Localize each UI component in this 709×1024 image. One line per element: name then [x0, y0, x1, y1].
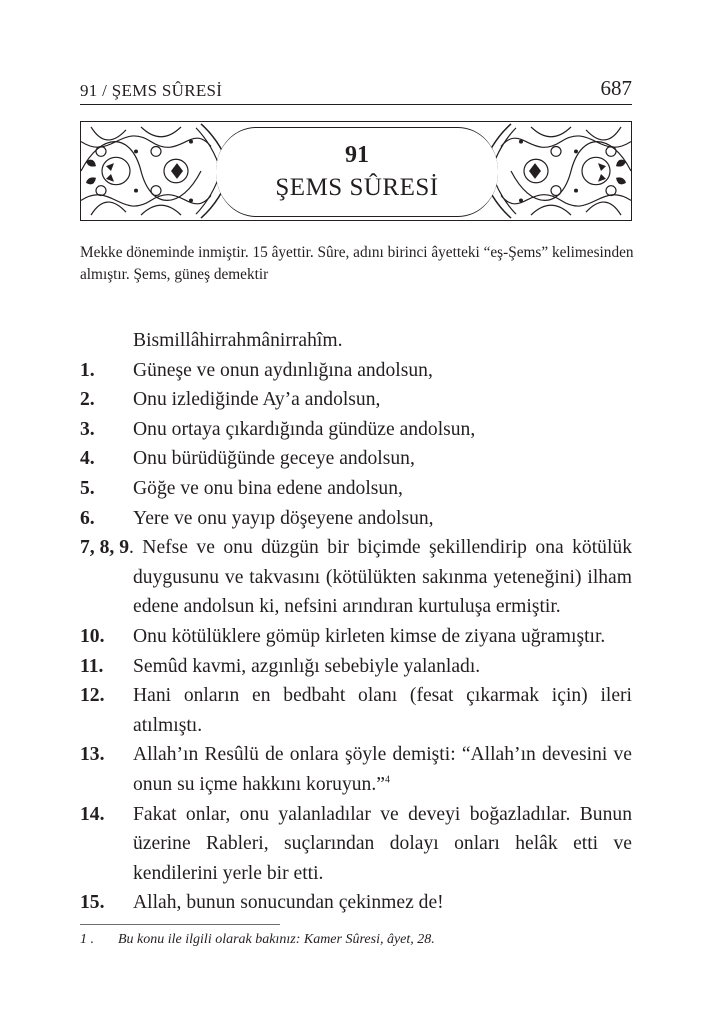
verse-number: 5. [80, 477, 95, 499]
verse [80, 800, 632, 889]
footnote-number: 1 . [80, 932, 94, 947]
verse-text: Onu kötülüklere gömüp kirleten kimse de ziyana uğramıştır. [133, 625, 606, 647]
verse-number: 3. [80, 418, 95, 440]
verse-number: 12. [80, 685, 105, 707]
running-title: 91 / ŞEMS SÛRESİ [80, 81, 223, 100]
verse [80, 415, 632, 445]
verse [80, 622, 632, 652]
footnote-text: Bu konu ile ilgili olarak bakınız: Kamer Sûresi, âyet, 28. [118, 932, 435, 947]
page-number: 687 [600, 76, 632, 100]
verse-number: 13. [80, 744, 105, 766]
verse-number: 1. [80, 359, 95, 381]
verse [80, 444, 632, 474]
verse [80, 356, 632, 386]
verse [80, 385, 632, 415]
verse-list [80, 326, 632, 918]
verse-number: 11. [80, 655, 104, 677]
verse-text: Allah, bunun sonucundan çekinmez de! [133, 892, 444, 914]
verse-text: . Nefse ve onu düzgün bir biçimde şekillendirip ona kötülük duygusunu ve takvasını (kötülükten sakınma yeteneğini) ilham edene andolsun ki, nefsini arındıran kurtuluşa ermiştir. [128, 537, 632, 618]
verse [80, 533, 632, 622]
footnote-divider [80, 924, 280, 925]
verse-text: Fakat onlar, onu yalanladılar ve deveyi boğazladılar. Bunun üzerine Rableri, suçlarından dolayı onları helâk etti ve kendilerini yerle bir etti. [133, 803, 632, 884]
footnote-reference[interactable]: 4 [384, 774, 390, 786]
basmala: Bismillâhirrahmânirrahîm. [133, 330, 343, 351]
verse [80, 740, 632, 799]
verse [80, 888, 632, 918]
verse-text: Allah’ın Resûlü de onlara şöyle demişti: “Allah’ın devesini ve onun su içme hakkını koruyun.” [133, 744, 632, 795]
banner-cartouche [216, 127, 498, 217]
running-header [80, 78, 632, 105]
verse-number: 14. [80, 803, 105, 825]
verse-number: 6. [80, 507, 95, 529]
verse-text: Yere ve onu yayıp döşeyene andolsun, [133, 507, 434, 529]
verse [80, 652, 632, 682]
verse-text: Hani onların en bedbaht olanı (fesat çıkarmak için) ileri atılmıştı. [133, 685, 632, 736]
footnote [80, 932, 435, 948]
verse [80, 681, 632, 740]
verse-text: Göğe ve onu bina edene andolsun, [133, 477, 403, 499]
verse-number: 4. [80, 448, 95, 470]
verse-text: Onu bürüdüğünde geceye andolsun, [133, 448, 415, 470]
surah-intro: Mekke döneminde inmiştir. 15 âyettir. Sûre, adını birinci âyetteki “eş-Şems” kelimesinden almıştır. Şems, güneş demektir [80, 244, 634, 283]
verse-text: Güneşe ve onun aydınlığına andolsun, [133, 359, 433, 381]
verse [80, 504, 632, 534]
verse-number: 2. [80, 389, 95, 411]
surah-number: 91 [345, 142, 369, 168]
verse [80, 474, 632, 504]
verse-text: Semûd kavmi, azgınlığı sebebiyle yalanladı. [133, 655, 481, 677]
verse-number: 10. [80, 625, 105, 647]
surah-banner [80, 121, 632, 221]
verse-text: Onu ortaya çıkardığında gündüze andolsun, [133, 418, 476, 440]
verse-number: 7, 8, 9 [80, 537, 129, 559]
verse-text: Onu izlediğinde Ay’a andolsun, [133, 389, 381, 411]
surah-title: ŞEMS SÛRESİ [275, 174, 439, 201]
verse-number: 15. [80, 892, 105, 914]
